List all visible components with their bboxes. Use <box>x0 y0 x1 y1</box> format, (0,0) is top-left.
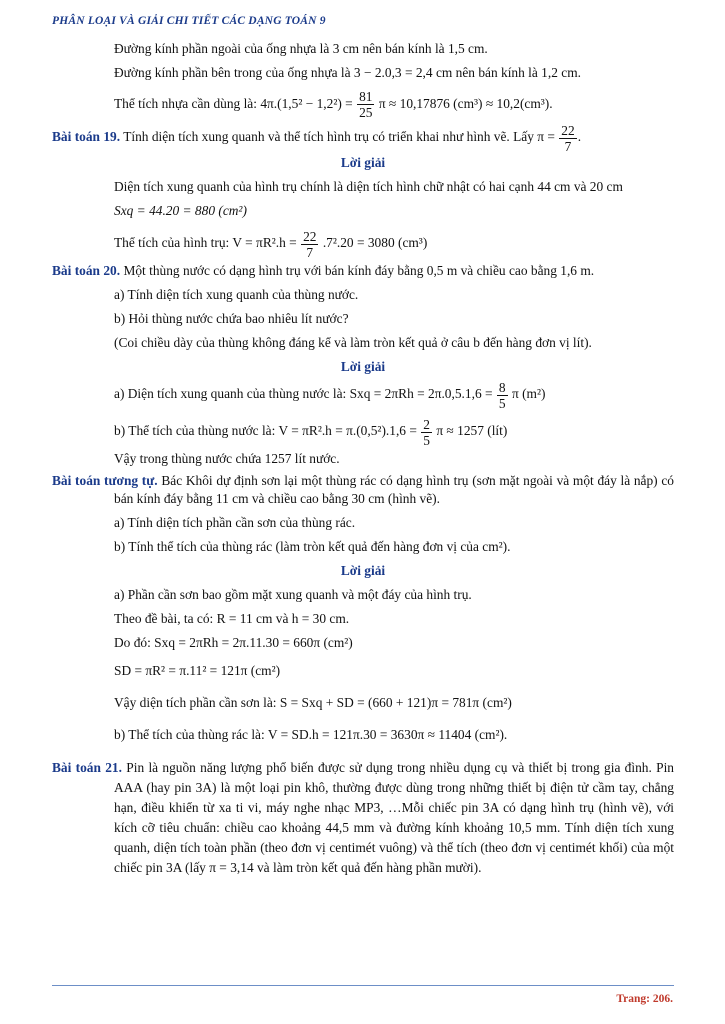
text-line: a) Phần cần sơn bao gồm mặt xung quanh và một đáy của hình trụ. <box>114 587 472 603</box>
denominator: 5 <box>498 395 506 411</box>
document-body <box>52 40 674 878</box>
formula-text: Thể tích nhựa cần dùng là: 4π.(1,5² − 1,2²) = <box>114 96 353 111</box>
formula-text: Thể tích của hình trụ: V = πR².h = <box>114 235 297 251</box>
formula-line <box>52 412 674 450</box>
problem-label: Bài toán 21. <box>52 760 122 776</box>
text-line: Diện tích xung quanh của hình trụ chính là diện tích hình chữ nhật có hai cạnh 44 cm và 20 cm <box>114 179 623 195</box>
formula-line: Do đó: Sxq = 2πRh = 2π.11.30 = 660π (cm²) <box>114 635 353 651</box>
numerator: 22 <box>303 228 317 244</box>
fraction <box>497 380 508 411</box>
text-line: b) Hỏi thùng nước chứa bao nhiêu lít nước? <box>114 311 349 327</box>
text-line: a) Tính diện tích xung quanh của thùng nước. <box>114 287 359 303</box>
numerator: 2 <box>423 416 430 432</box>
problem-text: Một thùng nước có dạng hình trụ với bán kính đáy bằng 0,5 m và chiều cao bằng 1,6 m. <box>123 263 595 279</box>
problem-20 <box>52 262 674 280</box>
problem-similar <box>52 472 674 508</box>
formula-line: Vậy diện tích phần cần sơn là: S = Sxq + SD = (660 + 121)π = 781π (cm²) <box>114 695 512 711</box>
punctuation: . <box>577 129 582 145</box>
text-line: a) Tính diện tích phần cần sơn của thùng rác. <box>114 515 356 531</box>
problem-label: Bài toán 19. <box>52 129 121 145</box>
fraction <box>421 417 432 448</box>
formula-line: b) Thể tích của thùng rác là: V = SD.h = 121π.30 = 3630π ≈ 11404 (cm²). <box>114 727 508 743</box>
formula-line <box>52 88 674 120</box>
problem-text: Tính diện tích xung quanh và thể tích hình trụ có triển khai như hình vẽ. Lấy π = <box>123 129 555 145</box>
problem-19 <box>52 120 674 154</box>
formula-text: π ≈ 1257 (lít) <box>436 423 508 439</box>
formula-text: .7².20 = 3080 (cm³) <box>322 235 428 251</box>
footer-divider <box>52 985 674 986</box>
formula-line: Sxq = 44.20 = 880 (cm²) <box>114 203 247 219</box>
text-line: Đường kính phần bên trong của ống nhựa là 3 − 2.0,3 = 2,4 cm nên bán kính là 1,2 cm. <box>114 65 581 80</box>
problem-label: Bài toán tương tự. <box>52 473 158 489</box>
solution-heading: Lời giải <box>340 359 386 375</box>
formula-text: b) Thể tích của thùng nước là: V = πR².h = π.(0,5²).1,6 = <box>114 423 417 439</box>
problem-label: Bài toán 20. <box>52 263 121 279</box>
problem-text: Pin là nguồn năng lượng phổ biến được sử dụng trong nhiều dụng cụ và thiết bị trong gia đình. Pin AAA (hay pin 3A) là một loại pin khô, thường được dùng trong những thiết bị điện tử cầm tay, chẳng hạn, điều khiển từ xa ti vi, máy nghe nhạc MP3, …Mỗi chiếc pin 3A có dạng hình trụ (hình vẽ), với kích cỡ tiêu chuẩn: chiều cao khoảng 44,5 mm và đường kính khoảng 10,5 mm. Tính diện tích xung quanh, diện tích toàn phần (theo đơn vị centimét vuông) và thể tích (theo đơn vị centimét khối) của một chiếc pin 3A (lấy π = 3,14 và làm tròn kết quả đến hàng phần mười). <box>114 760 674 876</box>
formula-line <box>52 376 674 412</box>
page-header: PHÂN LOẠI VÀ GIẢI CHI TIẾT CÁC DẠNG TOÁN 9 <box>52 15 326 27</box>
denominator: 7 <box>564 138 572 154</box>
problem-21 <box>52 758 674 878</box>
fraction <box>301 229 318 260</box>
text-line: (Coi chiều dày của thùng không đáng kể và làm tròn kết quả ở câu b đến hàng đơn vị lít). <box>114 335 592 351</box>
page-number: Trang: 206. <box>616 993 673 1005</box>
numerator: 8 <box>498 379 506 395</box>
solution-heading: Lời giải <box>340 155 386 171</box>
formula-text: π ≈ 10,17876 (cm³) ≈ 10,2(cm³). <box>378 96 553 111</box>
numerator: 81 <box>359 89 373 105</box>
text-line: Theo đề bài, ta có: R = 11 cm và h = 30 cm. <box>114 611 350 627</box>
denominator: 5 <box>423 432 430 448</box>
denominator: 7 <box>306 244 314 260</box>
formula-line <box>52 226 674 260</box>
text-line: b) Tính thể tích của thùng rác (làm tròn kết quả đến hàng đơn vị của cm²). <box>114 539 511 555</box>
solution-heading: Lời giải <box>340 563 386 579</box>
fraction <box>559 123 576 154</box>
denominator: 25 <box>359 105 373 121</box>
text-line: Đường kính phần ngoài của ống nhựa là 3 cm nên bán kính là 1,5 cm. <box>114 41 488 56</box>
fraction <box>357 89 374 120</box>
text-line: Vậy trong thùng nước chứa 1257 lít nước. <box>114 451 340 467</box>
formula-text: a) Diện tích xung quanh của thùng nước là: Sxq = 2πRh = 2π.0,5.1,6 = <box>114 386 493 402</box>
numerator: 22 <box>561 122 575 138</box>
formula-text: π (m²) <box>511 386 546 402</box>
problem-text: Bác Khôi dự định sơn lại một thùng rác có dạng hình trụ (sơn mặt ngoài và một đáy là nắp) có bán kính đáy bằng 11 cm và chiều cao bằng 30 cm (hình vẽ). <box>114 473 674 507</box>
formula-line: SD = πR² = π.11² = 121π (cm²) <box>114 663 281 679</box>
